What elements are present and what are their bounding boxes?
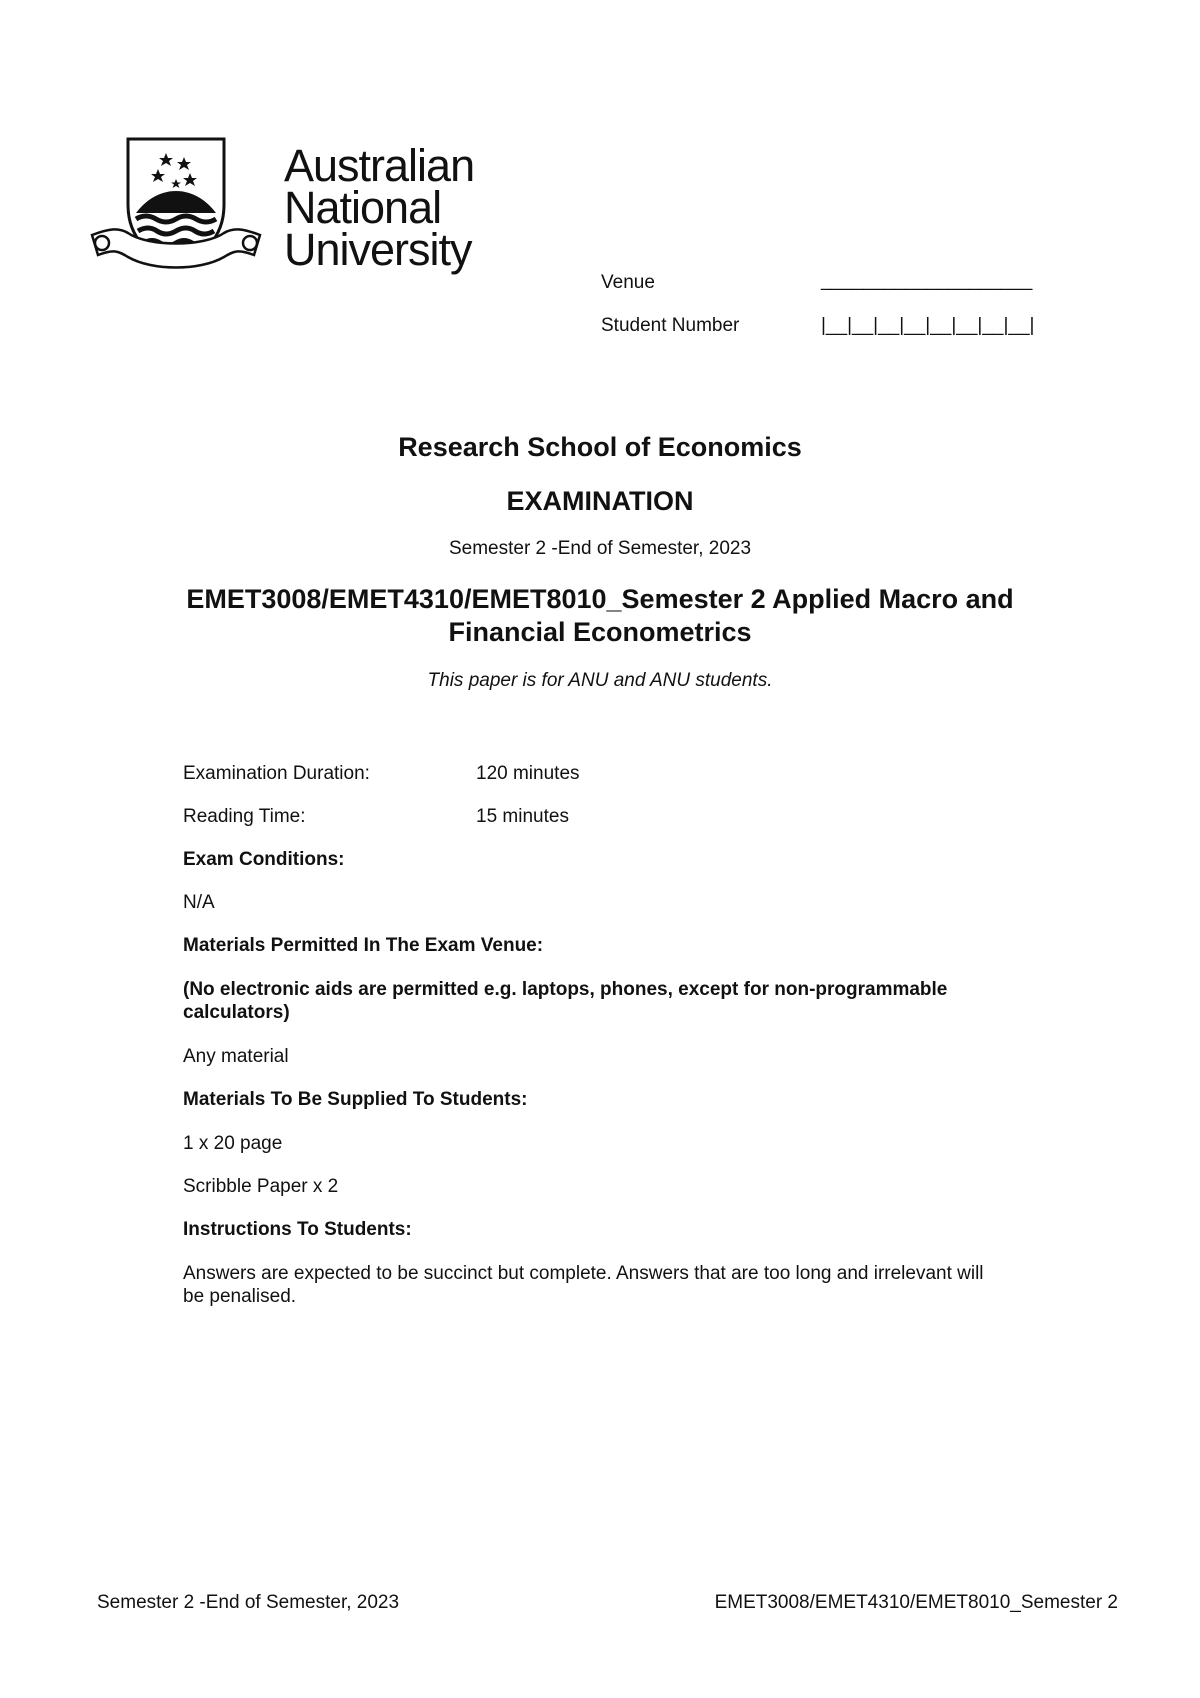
materials-supplied-heading: Materials To Be Supplied To Students: — [183, 1089, 528, 1110]
materials-permitted-note-line-1: (No electronic aids are permitted e.g. laptops, phones, except for non-programmable — [183, 979, 948, 1000]
anu-logo — [88, 135, 508, 285]
materials-supplied-item: Scribble Paper x 2 — [183, 1176, 339, 1197]
duration-value: 120 minutes — [476, 763, 580, 784]
anu-crest-icon — [88, 135, 264, 285]
footer-right: EMET3008/EMET4310/EMET8010_Semester 2 — [714, 1592, 1118, 1613]
course-title-line-1: EMET3008/EMET4310/EMET8010_Semester 2 Applied Macro and — [186, 584, 1014, 614]
conditions-heading: Exam Conditions: — [183, 849, 345, 870]
materials-permitted-value: Any material — [183, 1046, 289, 1067]
conditions-value: N/A — [183, 892, 215, 913]
paper-note: This paper is for ANU and ANU students. — [427, 670, 773, 691]
student-number-label: Student Number — [601, 315, 740, 336]
venue-label: Venue — [601, 272, 655, 293]
reading-time-value: 15 minutes — [476, 806, 569, 827]
student-number-field[interactable]: |__|__|__|__|__|__|__|__| — [821, 315, 1035, 336]
materials-permitted-note-line-2: calculators) — [183, 1002, 290, 1023]
course-title-line-2: Financial Econometrics — [448, 617, 752, 647]
exam-title: EXAMINATION — [506, 486, 694, 516]
instructions-line-1: Answers are expected to be succinct but complete. Answers that are too long and irrelevant will — [183, 1263, 984, 1284]
duration-label: Examination Duration: — [183, 763, 370, 784]
instructions-heading: Instructions To Students: — [183, 1219, 412, 1240]
school-title: Research School of Economics — [398, 432, 802, 462]
instructions-line-2: be penalised. — [183, 1286, 297, 1307]
logo-word-australian: Australian — [284, 140, 475, 191]
footer-left: Semester 2 -End of Semester, 2023 — [97, 1592, 400, 1613]
reading-time-label: Reading Time: — [183, 806, 306, 827]
logo-word-national: National — [284, 182, 442, 233]
materials-supplied-item: 1 x 20 page — [183, 1133, 283, 1154]
materials-permitted-heading: Materials Permitted In The Exam Venue: — [183, 935, 544, 956]
logo-word-university: University — [284, 224, 472, 275]
semester-subtitle: Semester 2 -End of Semester, 2023 — [448, 538, 752, 559]
venue-field[interactable]: ____________________ — [821, 270, 1033, 291]
